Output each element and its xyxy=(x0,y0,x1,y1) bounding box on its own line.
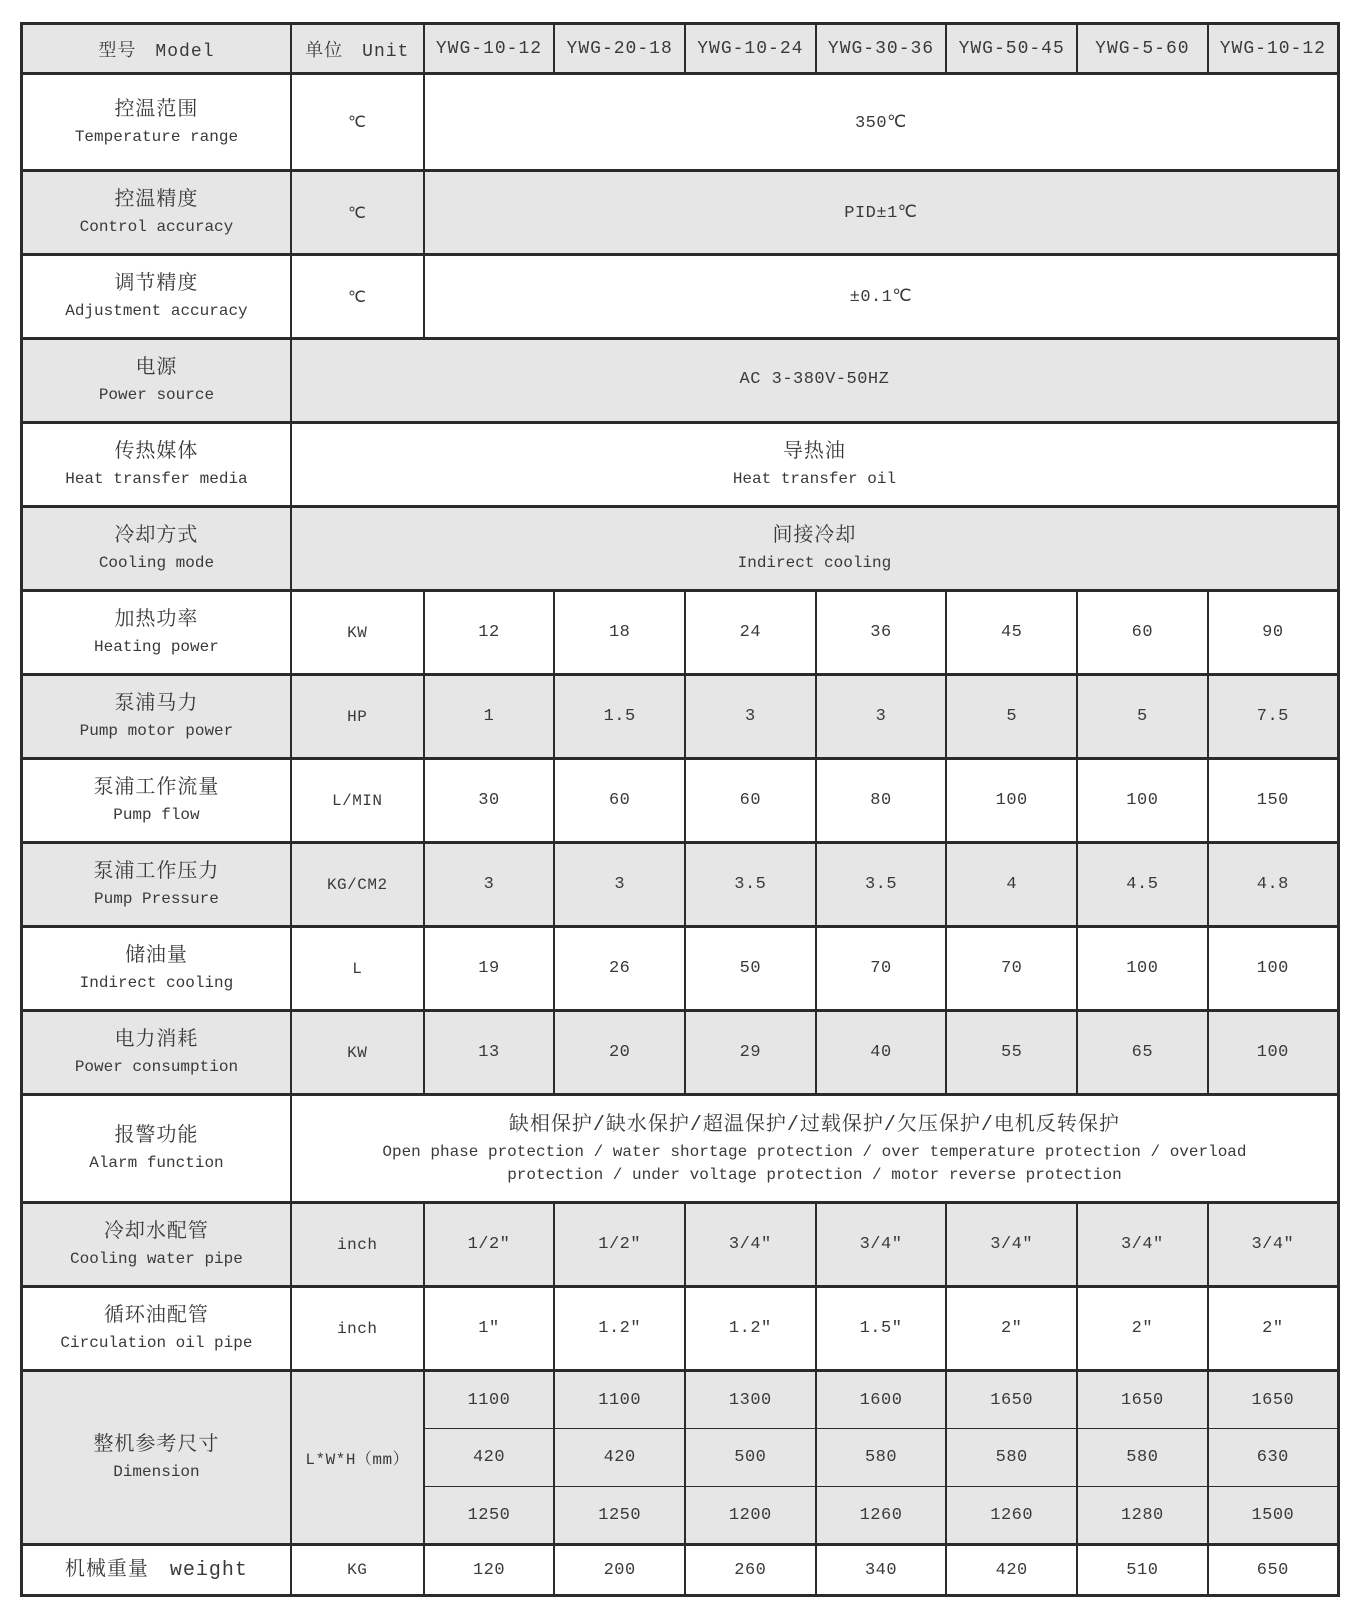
row-label-en: Indirect cooling xyxy=(79,974,234,993)
value-cell: 19 xyxy=(424,927,555,1011)
value-cell: 80 xyxy=(816,759,947,843)
row-label-en: Adjustment accuracy xyxy=(65,302,248,321)
value-cell: 1 xyxy=(424,675,555,759)
value-cell: 1100 xyxy=(424,1371,555,1429)
unit-cell: ℃ xyxy=(291,74,424,171)
unit-cell: KG xyxy=(291,1545,424,1596)
row-label-en: Pump flow xyxy=(113,806,200,825)
unit-cell: inch xyxy=(291,1203,424,1287)
row-label-zh: 整机参考尺寸 xyxy=(93,1434,220,1458)
model-column-header: YWG-50-45 xyxy=(946,24,1077,74)
value-cell: 1260 xyxy=(946,1487,1077,1545)
value-cell: 5 xyxy=(1077,675,1208,759)
value-cell: 100 xyxy=(1077,759,1208,843)
value-cell: 45 xyxy=(946,591,1077,675)
value-cell: 2″ xyxy=(1208,1287,1339,1371)
row-label-zh: 循环油配管 xyxy=(103,1305,209,1329)
value-cell: 1250 xyxy=(424,1487,555,1545)
value-cell: 260 xyxy=(685,1545,816,1596)
value-cell: 1300 xyxy=(685,1371,816,1429)
value-cell: 65 xyxy=(1077,1011,1208,1095)
row-label xyxy=(22,591,291,675)
row-label xyxy=(22,171,291,255)
merged-value-en: Heat transfer oil xyxy=(732,470,897,489)
spec-row xyxy=(22,1095,1339,1203)
value-cell: 630 xyxy=(1208,1429,1339,1487)
unit-cell: ℃ xyxy=(291,171,424,255)
spec-row xyxy=(22,423,1339,507)
value-cell: 50 xyxy=(685,927,816,1011)
row-label-zh: 泵浦工作压力 xyxy=(93,861,220,885)
row-label-en: Power source xyxy=(98,386,215,405)
value-cell: 7.5 xyxy=(1208,675,1339,759)
row-label-zh: 报警功能 xyxy=(114,1125,199,1149)
row-label-zh: 加热功率 xyxy=(114,609,199,633)
value-cell: 3/4″ xyxy=(1077,1203,1208,1287)
row-label xyxy=(22,1095,291,1203)
value-cell: 20 xyxy=(554,1011,685,1095)
row-label-zh: 冷却方式 xyxy=(114,525,199,549)
value-cell: 4.5 xyxy=(1077,843,1208,927)
row-label xyxy=(22,1287,291,1371)
row-label-zh: 泵浦马力 xyxy=(114,693,199,717)
row-label-en: Heat transfer media xyxy=(65,470,248,489)
merged-value-cell: PID±1℃ xyxy=(424,171,1339,255)
value-cell: 1250 xyxy=(554,1487,685,1545)
value-cell: 1.5″ xyxy=(816,1287,947,1371)
value-cell: 1100 xyxy=(554,1371,685,1429)
value-cell: 580 xyxy=(816,1429,947,1487)
value-cell: 4 xyxy=(946,843,1077,927)
unit-cell: L xyxy=(291,927,424,1011)
row-label-en: Dimension xyxy=(113,1463,200,1482)
row-label xyxy=(22,423,291,507)
row-label-zh: 调节精度 xyxy=(114,273,199,297)
value-cell: 3/4″ xyxy=(685,1203,816,1287)
merged-value-en: Open phase protection / water shortage protection / over temperature protection / overload protection / under voltage protection / motor reverse protection xyxy=(382,1142,1247,1184)
value-cell: 55 xyxy=(946,1011,1077,1095)
value-cell: 5 xyxy=(946,675,1077,759)
value-cell: 510 xyxy=(1077,1545,1208,1596)
merged-value-zh: AC 3-380V-50HZ xyxy=(739,370,890,390)
unit-cell: KG/CM2 xyxy=(291,843,424,927)
value-cell: 1.2″ xyxy=(685,1287,816,1371)
row-label-en: Power consumption xyxy=(74,1058,239,1077)
value-cell: 40 xyxy=(816,1011,947,1095)
row-label-zh: 泵浦工作流量 xyxy=(93,777,220,801)
value-cell: 1260 xyxy=(816,1487,947,1545)
spec-row xyxy=(22,74,1339,171)
value-cell: 420 xyxy=(946,1545,1077,1596)
value-cell: 36 xyxy=(816,591,947,675)
value-cell: 2″ xyxy=(1077,1287,1208,1371)
value-cell: 3 xyxy=(424,843,555,927)
row-label xyxy=(22,675,291,759)
value-cell: 60 xyxy=(1077,591,1208,675)
value-cell: 3/4″ xyxy=(1208,1203,1339,1287)
row-label xyxy=(22,255,291,339)
model-column-header: YWG-30-36 xyxy=(816,24,947,74)
merged-value-zh: 导热油 xyxy=(782,441,846,465)
header-row xyxy=(22,24,1339,74)
row-label-en: Pump Pressure xyxy=(94,890,219,909)
row-label xyxy=(22,1545,291,1596)
value-cell: 650 xyxy=(1208,1545,1339,1596)
value-cell: 580 xyxy=(1077,1429,1208,1487)
spec-row xyxy=(22,927,1339,1011)
spec-row xyxy=(22,1011,1339,1095)
dimension-row-1 xyxy=(22,1371,1339,1429)
value-cell: 100 xyxy=(1208,1011,1339,1095)
value-cell: 1500 xyxy=(1208,1487,1339,1545)
row-label-en: Temperature range xyxy=(74,127,239,146)
value-cell: 2″ xyxy=(946,1287,1077,1371)
model-column-header: YWG-10-24 xyxy=(685,24,816,74)
row-label-en: Cooling mode xyxy=(98,554,215,573)
value-cell: 29 xyxy=(685,1011,816,1095)
value-cell: 1650 xyxy=(1077,1371,1208,1429)
merged-value-cell xyxy=(291,423,1339,507)
spec-row xyxy=(22,1203,1339,1287)
row-label-en: Control accuracy xyxy=(79,218,234,237)
value-cell: 100 xyxy=(1208,927,1339,1011)
row-label-zh: 冷却水配管 xyxy=(103,1221,209,1245)
value-cell: 90 xyxy=(1208,591,1339,675)
value-cell: 1650 xyxy=(1208,1371,1339,1429)
spec-row xyxy=(22,591,1339,675)
unit-cell: HP xyxy=(291,675,424,759)
row-label xyxy=(22,1371,291,1545)
value-cell: 1.5 xyxy=(554,675,685,759)
value-cell: 340 xyxy=(816,1545,947,1596)
row-label-zh: 储油量 xyxy=(124,945,188,969)
row-label xyxy=(22,1203,291,1287)
row-label-zh: 控温范围 xyxy=(114,98,199,122)
value-cell: 3.5 xyxy=(816,843,947,927)
value-cell: 420 xyxy=(554,1429,685,1487)
spec-row xyxy=(22,759,1339,843)
spec-row xyxy=(22,675,1339,759)
row-label-en: Circulation oil pipe xyxy=(60,1334,253,1353)
row-label-zh: 控温精度 xyxy=(114,189,199,213)
value-cell: 120 xyxy=(424,1545,555,1596)
value-cell: 1200 xyxy=(685,1487,816,1545)
row-label-en: Heating power xyxy=(94,638,219,657)
value-cell: 60 xyxy=(554,759,685,843)
merged-value-zh: 间接冷却 xyxy=(772,525,857,549)
merged-value-en: Indirect cooling xyxy=(737,554,892,573)
merged-value-cell: ±0.1℃ xyxy=(424,255,1339,339)
unit-cell: inch xyxy=(291,1287,424,1371)
value-cell: 100 xyxy=(1077,927,1208,1011)
value-cell: 1/2″ xyxy=(554,1203,685,1287)
value-cell: 3/4″ xyxy=(816,1203,947,1287)
unit-cell: KW xyxy=(291,591,424,675)
row-label-zh: 电源 xyxy=(135,357,178,381)
value-cell: 3 xyxy=(685,675,816,759)
value-cell: 1280 xyxy=(1077,1487,1208,1545)
value-cell: 18 xyxy=(554,591,685,675)
row-label-en: Cooling water pipe xyxy=(70,1250,243,1269)
value-cell: 70 xyxy=(816,927,947,1011)
row-label xyxy=(22,1011,291,1095)
value-cell: 1/2″ xyxy=(424,1203,555,1287)
merged-value-cell xyxy=(291,339,1339,423)
value-cell: 60 xyxy=(685,759,816,843)
merged-value-cell xyxy=(291,507,1339,591)
row-label-zh: 电力消耗 xyxy=(114,1029,199,1053)
value-cell: 12 xyxy=(424,591,555,675)
unit-cell: KW xyxy=(291,1011,424,1095)
value-cell: 100 xyxy=(946,759,1077,843)
row-label-zh: 传热媒体 xyxy=(114,441,199,465)
value-cell: 420 xyxy=(424,1429,555,1487)
value-cell: 3 xyxy=(816,675,947,759)
row-label xyxy=(22,927,291,1011)
model-header: 型号 Model xyxy=(22,24,291,74)
value-cell: 3/4″ xyxy=(946,1203,1077,1287)
model-column-header: YWG-10-12 xyxy=(424,24,555,74)
row-label xyxy=(22,759,291,843)
unit-header: 单位 Unit xyxy=(291,24,424,74)
value-cell: 1600 xyxy=(816,1371,947,1429)
row-label xyxy=(22,507,291,591)
merged-value-cell: 350℃ xyxy=(424,74,1339,171)
value-cell: 150 xyxy=(1208,759,1339,843)
merged-value-cell xyxy=(291,1095,1339,1203)
spec-row xyxy=(22,255,1339,339)
spec-row xyxy=(22,1545,1339,1596)
unit-cell: L/MIN xyxy=(291,759,424,843)
value-cell: 70 xyxy=(946,927,1077,1011)
row-label xyxy=(22,339,291,423)
value-cell: 500 xyxy=(685,1429,816,1487)
value-cell: 580 xyxy=(946,1429,1077,1487)
value-cell: 1″ xyxy=(424,1287,555,1371)
unit-cell: L*W*H（mm） xyxy=(291,1371,424,1545)
row-label-en: Alarm function xyxy=(89,1154,224,1173)
value-cell: 13 xyxy=(424,1011,555,1095)
spec-row xyxy=(22,1287,1339,1371)
merged-value-zh: 缺相保护/缺水保护/超温保护/过载保护/欠压保护/电机反转保护 xyxy=(508,1113,1120,1137)
row-label-en: Pump motor power xyxy=(79,722,234,741)
unit-cell: ℃ xyxy=(291,255,424,339)
value-cell: 24 xyxy=(685,591,816,675)
model-column-header: YWG-20-18 xyxy=(554,24,685,74)
spec-row xyxy=(22,843,1339,927)
model-column-header: YWG-5-60 xyxy=(1077,24,1208,74)
value-cell: 4.8 xyxy=(1208,843,1339,927)
value-cell: 26 xyxy=(554,927,685,1011)
spec-row xyxy=(22,339,1339,423)
value-cell: 1650 xyxy=(946,1371,1077,1429)
row-label xyxy=(22,843,291,927)
row-label xyxy=(22,74,291,171)
value-cell: 3 xyxy=(554,843,685,927)
value-cell: 3.5 xyxy=(685,843,816,927)
value-cell: 1.2″ xyxy=(554,1287,685,1371)
row-label-text: 机械重量 weight xyxy=(64,1558,248,1582)
spec-table xyxy=(20,22,1340,1597)
spec-row xyxy=(22,507,1339,591)
value-cell: 200 xyxy=(554,1545,685,1596)
value-cell: 30 xyxy=(424,759,555,843)
spec-row xyxy=(22,171,1339,255)
model-column-header: YWG-10-12 xyxy=(1208,24,1339,74)
